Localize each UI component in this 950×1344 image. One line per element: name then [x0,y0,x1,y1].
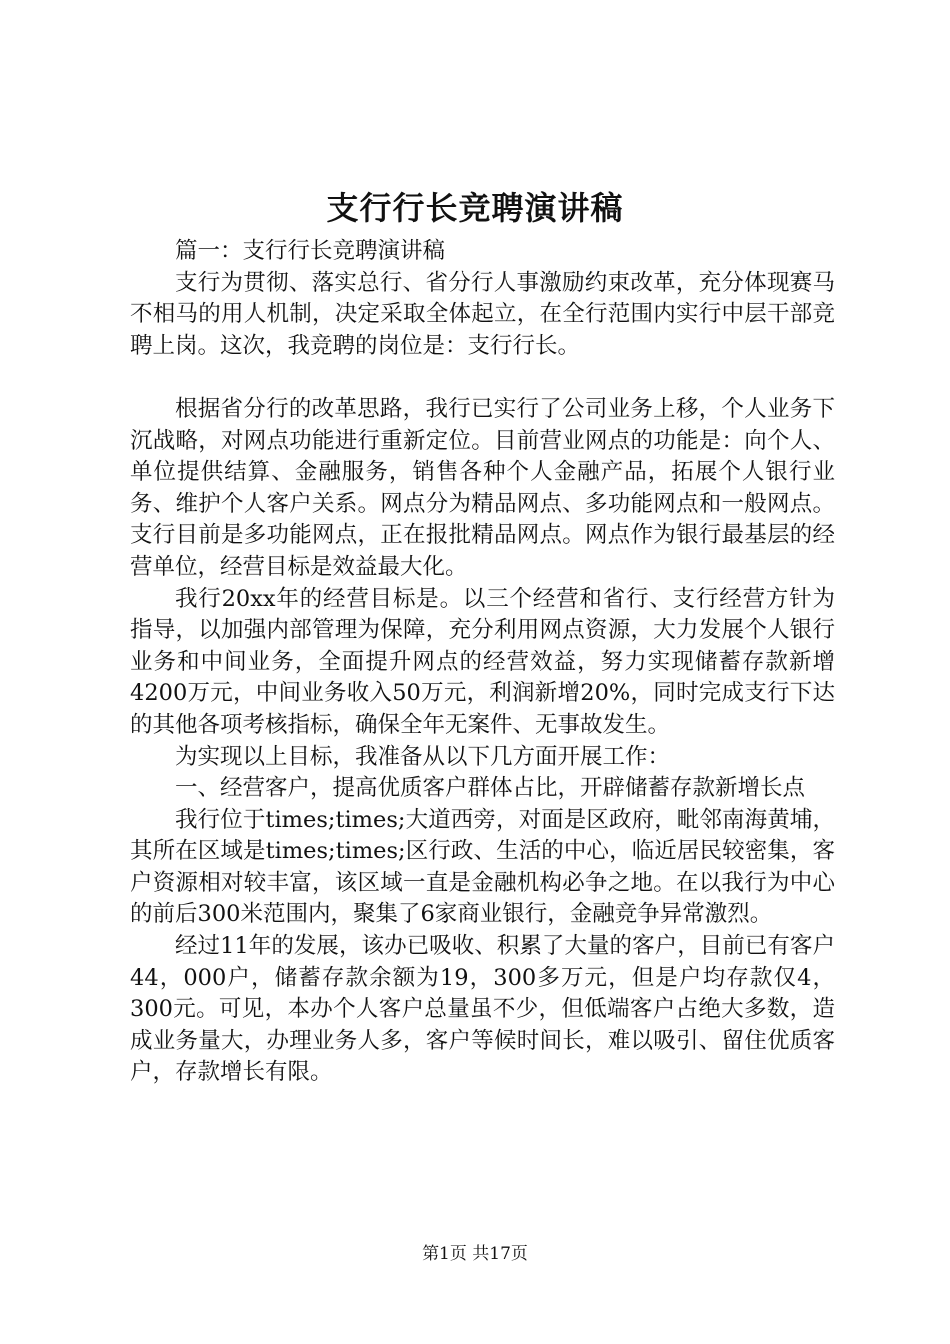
document-title: 支行行长竞聘演讲稿 [326,189,624,227]
subheading: 一、经营客户，提高优质客户群体占比，开辟储蓄存款新增长点 [175,775,806,802]
paragraph: 支行为贯彻、落实总行、省分行人事激励约束改革，充分体现赛马不相马的用人机制，决定采取全体起立，在全行范围内实行中层干部竞聘上岗。这次，我竞聘的岗位是：支行行长。 [130,269,835,359]
paragraph: 我行位于times;times;大道西旁，对面是区政府，毗邻南海黄埔，其所在区域是times;times;区行政、生活的中心，临近居民较密集，客户资源相对较丰富，该区域一直是金融机构必争之地。在以我行为中心的前后300米范围内，聚集了6家商业银行，金融竞争异常激烈。 [130,806,835,928]
paragraph: 经过11年的发展，该办已吸收、积累了大量的客户，目前已有客户44，000户，储蓄存款余额为19，300多万元，但是户均存款仅4，300元。可见，本办个人客户总量虽不少，但低端客户占绝大多数，造成业务量大，办理业务人多，客户等候时间长，难以吸引、留住优质客户，存款增长有限。 [130,933,835,1086]
page-footer: 第1页 共17页 [422,1244,528,1264]
section-heading: 篇一：支行行长竞聘演讲稿 [175,238,446,264]
document-body [130,236,835,1089]
paragraph: 我行20xx年的经营目标是。以三个经营和省行、支行经营方针为指导，以加强内部管理为保障，充分利用网点资源，大力发展个人银行业务和中间业务，全面提升网点的经营效益，努力实现储蓄存款新增4200万元，中间业务收入50万元，利润新增20%，同时完成支行下达的其他各项考核指标，确保全年无案件、无事故发生。 [130,585,835,738]
paragraph: 根据省分行的改革思路，我行已实行了公司业务上移，个人业务下沉战略，对网点功能进行重新定位。目前营业网点的功能是：向个人、单位提供结算、金融服务，销售各种个人金融产品，拓展个人银行业务、维护个人客户关系。网点分为精品网点、多功能网点和一般网点。支行目前是多功能网点，正在报批精品网点。网点作为银行最基层的经营单位，经营目标是效益最大化。 [130,395,835,580]
paragraph: 为实现以上目标，我准备从以下几方面开展工作： [175,743,671,770]
